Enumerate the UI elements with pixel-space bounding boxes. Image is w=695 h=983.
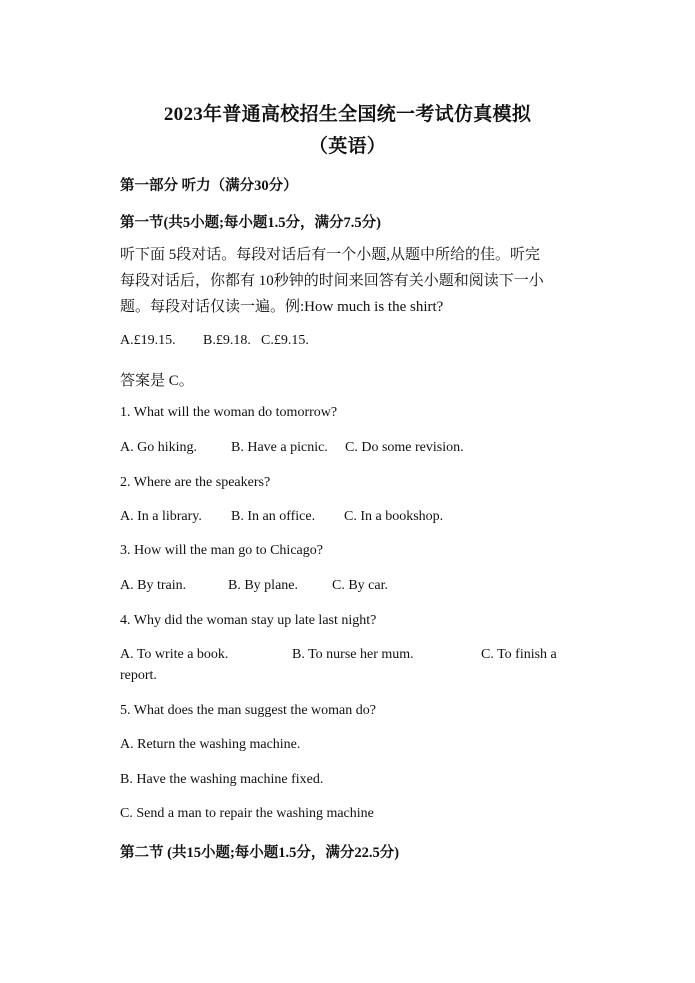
example-option-a: A.£19.15.: [120, 333, 176, 348]
option-a: A. By train.: [120, 578, 187, 593]
question-5-option-c: C. Send a man to repair the washing machine: [120, 806, 374, 821]
option-c: C. To finish a: [481, 647, 557, 662]
option-c: C. Do some revision.: [345, 440, 464, 455]
instructions-line: 每段对话后，你都有 10秒钟的时间来回答有关小题和阅读下一小: [120, 273, 544, 289]
question-4-options: [120, 647, 578, 663]
question-5-option-a: A. Return the washing machine.: [120, 737, 301, 752]
option-a: A. To write a book.: [120, 647, 229, 662]
part1-heading: 第一部分 听力（满分30分）: [120, 178, 298, 194]
question-4-continuation: report.: [120, 668, 157, 683]
question-3-options: [120, 578, 578, 594]
option-c: C. In a bookshop.: [344, 509, 444, 524]
instructions-line: 听下面 5段对话。每段对话后有一个小题,从题中所给的佳。听完: [120, 247, 541, 263]
question-5-option-b: B. Have the washing machine fixed.: [120, 772, 324, 787]
page-title: 2023年普通高校招生全国统一考试仿真模拟: [163, 104, 532, 125]
example-options: [120, 333, 578, 349]
example-answer: 答案是 C。: [120, 373, 194, 389]
option-c: C. By car.: [332, 578, 388, 593]
option-b: B. To nurse her mum.: [292, 647, 414, 662]
question-2-options: [120, 509, 578, 525]
question-4: 4. Why did the woman stay up late last night?: [120, 613, 377, 628]
example-option-b: B.£9.18.: [203, 333, 251, 348]
option-b: B. By plane.: [228, 578, 298, 593]
question-2: 2. Where are the speakers?: [120, 475, 271, 490]
page-subtitle: （英语）: [308, 136, 387, 157]
question-5: 5. What does the man suggest the woman do?: [120, 703, 376, 718]
option-a: A. In a library.: [120, 509, 202, 524]
question-1-options: [120, 440, 578, 456]
section2-heading: 第二节 (共15小题;每小题1.5分，满分22.5分): [120, 845, 400, 861]
option-b: B. Have a picnic.: [231, 440, 328, 455]
section1-heading: 第一节(共5小题;每小题1.5分，满分7.5分): [120, 215, 381, 231]
option-a: A. Go hiking.: [120, 440, 197, 455]
example-option-c: C.£9.15.: [261, 333, 309, 348]
instructions-paragraph: [120, 242, 578, 320]
question-1: 1. What will the woman do tomorrow?: [120, 405, 338, 420]
option-b: B. In an office.: [231, 509, 316, 524]
question-3: 3. How will the man go to Chicago?: [120, 543, 323, 558]
instructions-line: 题。每段对话仅读一遍。例:How much is the shirt?: [120, 299, 444, 315]
